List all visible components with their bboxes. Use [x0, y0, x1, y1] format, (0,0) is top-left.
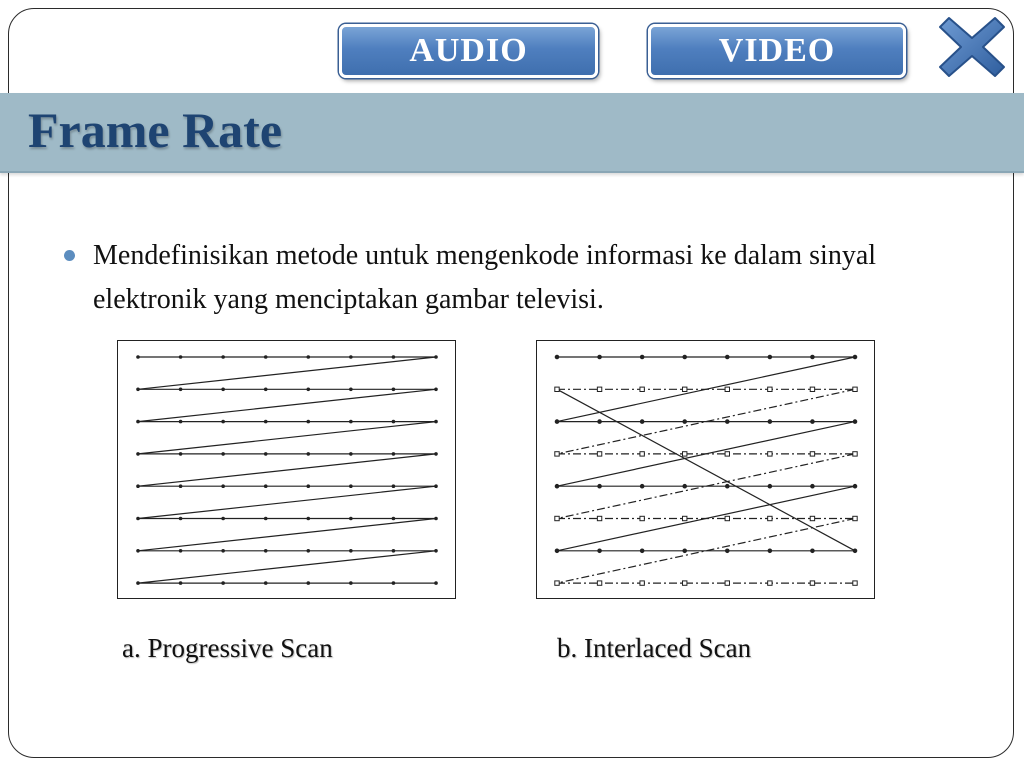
- progressive-scan-caption: a. Progressive Scan: [122, 633, 333, 663]
- field2-dot: [725, 452, 729, 456]
- scan-dot: [434, 484, 438, 488]
- scan-dot: [306, 549, 310, 553]
- field2-dot: [597, 387, 601, 391]
- scan-dot: [136, 517, 140, 521]
- scan-dot: [264, 355, 268, 359]
- interlaced-scan-caption: b. Interlaced Scan: [557, 633, 752, 663]
- scan-dot: [349, 388, 353, 392]
- field1-dot: [811, 549, 815, 553]
- field1-dot: [683, 549, 687, 553]
- scan-dot: [349, 452, 353, 456]
- field1-dot: [598, 549, 602, 553]
- scan-dot: [392, 355, 396, 359]
- scan-dot: [179, 549, 183, 553]
- scan-dot: [349, 581, 353, 585]
- retrace-line: [138, 486, 436, 518]
- scan-dot: [179, 420, 183, 424]
- field1-dot: [640, 484, 644, 488]
- field1-dot: [811, 420, 815, 424]
- field2-dot: [853, 581, 857, 585]
- scan-dot: [306, 581, 310, 585]
- field2-dot: [683, 516, 687, 520]
- field1-dot: [598, 355, 602, 359]
- scan-dot: [392, 517, 396, 521]
- field2-dot: [853, 387, 857, 391]
- scan-dot: [264, 517, 268, 521]
- scan-dot: [179, 355, 183, 359]
- page-title: Frame Rate: [28, 102, 283, 158]
- retrace-line: [138, 357, 436, 389]
- field2-dot: [683, 581, 687, 585]
- scan-dot: [349, 420, 353, 424]
- field2-dot: [683, 387, 687, 391]
- scan-dot: [136, 581, 140, 585]
- scan-dot: [306, 355, 310, 359]
- field2-dot: [853, 516, 857, 520]
- scan-dot: [434, 388, 438, 392]
- scan-dot: [392, 452, 396, 456]
- field2-dot: [555, 516, 559, 520]
- field1-dot: [725, 355, 729, 359]
- field1-dot: [768, 484, 772, 488]
- scan-dot: [136, 388, 140, 392]
- scan-dot: [306, 452, 310, 456]
- field1-dot: [598, 484, 602, 488]
- field-retrace: [557, 389, 855, 551]
- field2-dot: [768, 516, 772, 520]
- scan-dot: [179, 452, 183, 456]
- field2-dot: [640, 452, 644, 456]
- field2-dot: [725, 387, 729, 391]
- scan-dot: [136, 452, 140, 456]
- scan-dot: [306, 420, 310, 424]
- scan-dot: [349, 549, 353, 553]
- field1-dot: [811, 355, 815, 359]
- close-button[interactable]: [937, 14, 1007, 80]
- scan-dot: [264, 452, 268, 456]
- scan-dot: [434, 581, 438, 585]
- scan-dot: [434, 355, 438, 359]
- field1-dot: [555, 484, 559, 488]
- field2-dot: [640, 581, 644, 585]
- field2-dot: [810, 452, 814, 456]
- scan-dot: [392, 581, 396, 585]
- scan-dot: [221, 388, 225, 392]
- field1-dot: [683, 420, 687, 424]
- scan-dot: [392, 420, 396, 424]
- field1-dot: [555, 420, 559, 424]
- scan-dot: [221, 355, 225, 359]
- title-band: [0, 93, 1024, 173]
- bullet-text: Mendefinisikan metode untuk mengenkode informasi ke dalam sinyal elektronik yang menciptakan gambar televisi.: [93, 240, 877, 315]
- field2-dot: [640, 516, 644, 520]
- field2-dot: [768, 452, 772, 456]
- field2-dot: [597, 581, 601, 585]
- field1-dot: [768, 420, 772, 424]
- field1-dot: [811, 484, 815, 488]
- field2-dot: [810, 387, 814, 391]
- scan-dot: [434, 452, 438, 456]
- scan-dot: [221, 484, 225, 488]
- retrace-line: [138, 422, 436, 454]
- field2-dot: [683, 452, 687, 456]
- scan-dot: [264, 581, 268, 585]
- scan-dot: [136, 484, 140, 488]
- scan-dot: [434, 517, 438, 521]
- field2-dot: [555, 387, 559, 391]
- progressive-scan-lines: [138, 357, 436, 583]
- field1-dot: [768, 549, 772, 553]
- scan-dot: [392, 388, 396, 392]
- close-x-icon: [937, 14, 1007, 80]
- video-button[interactable]: VIDEO: [648, 24, 906, 78]
- scan-dot: [392, 549, 396, 553]
- scan-dot: [264, 388, 268, 392]
- field2-dot: [768, 581, 772, 585]
- scan-dot: [221, 420, 225, 424]
- retrace-line: [138, 389, 436, 421]
- retrace-line: [138, 519, 436, 551]
- field2-dot: [725, 516, 729, 520]
- retrace-line: [138, 551, 436, 583]
- field1-dot: [853, 549, 857, 553]
- scan-dot: [221, 452, 225, 456]
- field1-dot: [853, 420, 857, 424]
- scan-dot: [264, 484, 268, 488]
- field1-dot: [640, 549, 644, 553]
- field2-dot: [555, 452, 559, 456]
- scan-dot: [264, 420, 268, 424]
- audio-button[interactable]: AUDIO: [339, 24, 598, 78]
- field2-dot: [597, 452, 601, 456]
- scan-dot: [179, 484, 183, 488]
- scan-dot: [306, 484, 310, 488]
- scan-dot: [349, 355, 353, 359]
- interlaced-scan-diagram: [536, 340, 875, 599]
- field1-dot: [640, 420, 644, 424]
- field1-dot: [640, 355, 644, 359]
- field1-dot: [725, 420, 729, 424]
- progressive-scan-diagram: [117, 340, 456, 599]
- field2-dot: [853, 452, 857, 456]
- scan-dot: [434, 549, 438, 553]
- field1-dot: [555, 355, 559, 359]
- scan-dot: [136, 420, 140, 424]
- field2-dot: [810, 516, 814, 520]
- field1-dot: [725, 484, 729, 488]
- field2-dot: [640, 387, 644, 391]
- scan-dot: [221, 549, 225, 553]
- field1-dot: [725, 549, 729, 553]
- scan-dot: [221, 517, 225, 521]
- bullet-dot-icon: [64, 250, 75, 261]
- scan-dot: [136, 549, 140, 553]
- scan-dot: [306, 388, 310, 392]
- scan-dot: [349, 484, 353, 488]
- scan-dot: [306, 517, 310, 521]
- scan-dot: [136, 355, 140, 359]
- field1-dot: [683, 355, 687, 359]
- field1-dot: [768, 355, 772, 359]
- scan-dot: [434, 420, 438, 424]
- field1-dot: [683, 484, 687, 488]
- field2-dot: [555, 581, 559, 585]
- field1-dot: [853, 355, 857, 359]
- field2-dot: [810, 581, 814, 585]
- retrace-line: [138, 454, 436, 486]
- scan-dot: [264, 549, 268, 553]
- field1-dot: [555, 549, 559, 553]
- scan-dot: [349, 517, 353, 521]
- scan-dot: [221, 581, 225, 585]
- field2-dot: [768, 387, 772, 391]
- scan-dot: [179, 388, 183, 392]
- scan-dot: [179, 517, 183, 521]
- field2-dot: [725, 581, 729, 585]
- scan-dot: [392, 484, 396, 488]
- scan-dot: [179, 581, 183, 585]
- field1-dot: [598, 420, 602, 424]
- field1-dot: [853, 484, 857, 488]
- field2-dot: [597, 516, 601, 520]
